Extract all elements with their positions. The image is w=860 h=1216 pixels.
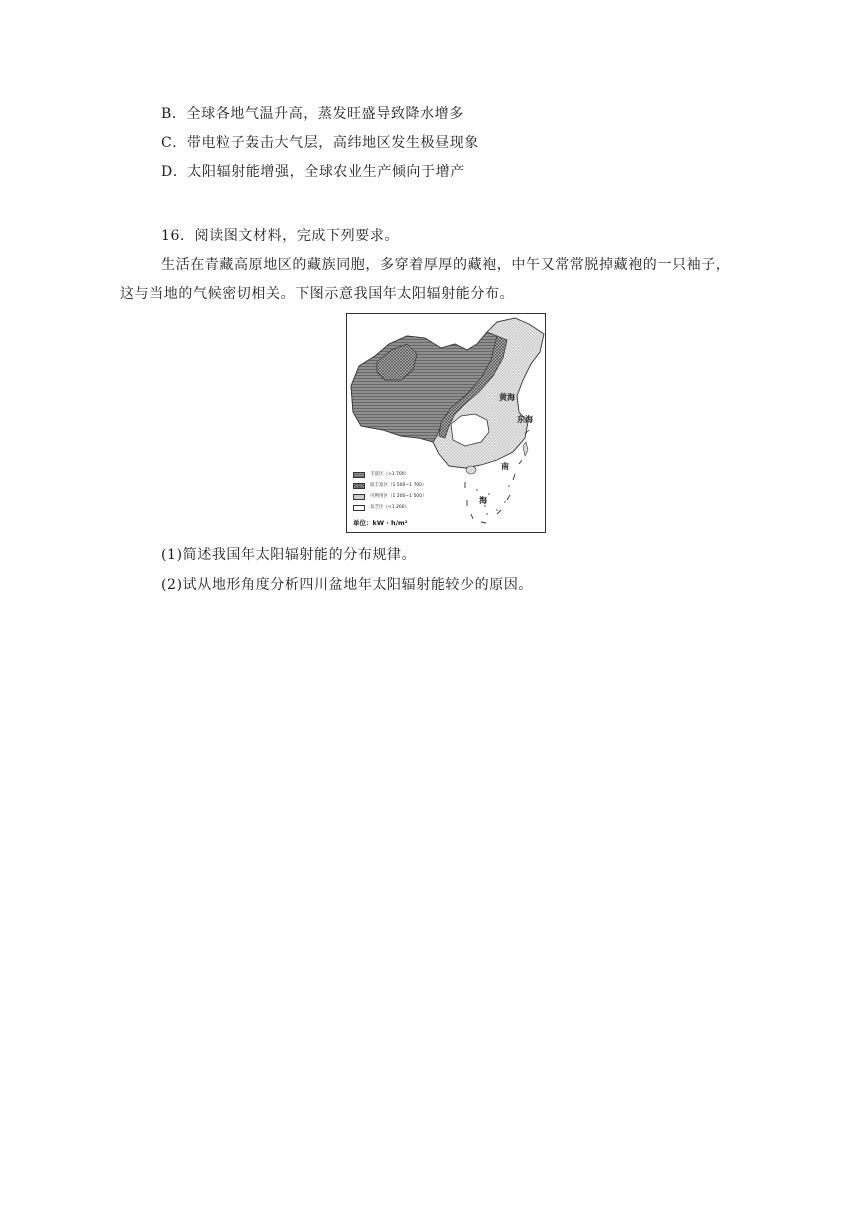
map-hainan: [466, 466, 476, 474]
label-nan: 南: [501, 461, 509, 471]
label-huanghai: 黄海: [499, 392, 515, 402]
legend-unit: 单位：kW · h/m²: [353, 519, 408, 527]
sub-question-1: (1)简述我国年太阳辐射能的分布规律。: [161, 547, 417, 563]
question-16-title: 16．阅读图文材料，完成下列要求。: [161, 228, 400, 244]
option-c: C．带电粒子轰击大气层，高纬地区发生极昼现象: [161, 135, 479, 151]
legend-rich: [353, 470, 409, 479]
option-b: B．全球各地气温升高，蒸发旺盛导致降水增多: [161, 106, 464, 122]
legend-label-rich: 丰富区（>1 700）: [370, 471, 410, 477]
label-donghai: 东海: [517, 414, 533, 424]
question-16-paragraph-line1: 生活在青藏高原地区的藏族同胞，多穿着厚厚的藏袍，中午又常常脱掉藏袍的一只袖子，: [161, 257, 731, 273]
legend-swatch-rich: [353, 472, 365, 478]
question-16-paragraph-line2: 这与当地的气候密切相关。下图示意我国年太阳辐射能分布。: [120, 286, 515, 302]
legend-usable: [353, 492, 427, 501]
legend-poor: [353, 503, 409, 512]
legend-swatch-usable: [353, 494, 365, 500]
sub-question-2: (2)试从地形角度分析四川盆地年太阳辐射能较少的原因。: [161, 577, 534, 593]
china-map: [347, 314, 547, 534]
legend-more-rich: [353, 481, 427, 490]
legend-swatch-more-rich: [353, 483, 365, 489]
label-hai: 海: [479, 495, 487, 505]
legend-label-usable: 可利用区（1 200~1 500）: [370, 493, 427, 499]
legend-label-more-rich: 较丰富区（1 500~1 700）: [370, 482, 427, 488]
option-d: D．太阳辐射能增强，全球农业生产倾向于增产: [161, 164, 465, 180]
legend-label-poor: 贫乏区（<1 200）: [370, 504, 410, 510]
legend-swatch-poor: [353, 505, 365, 511]
solar-radiation-map-figure: [346, 313, 546, 533]
map-taiwan: [523, 442, 528, 456]
